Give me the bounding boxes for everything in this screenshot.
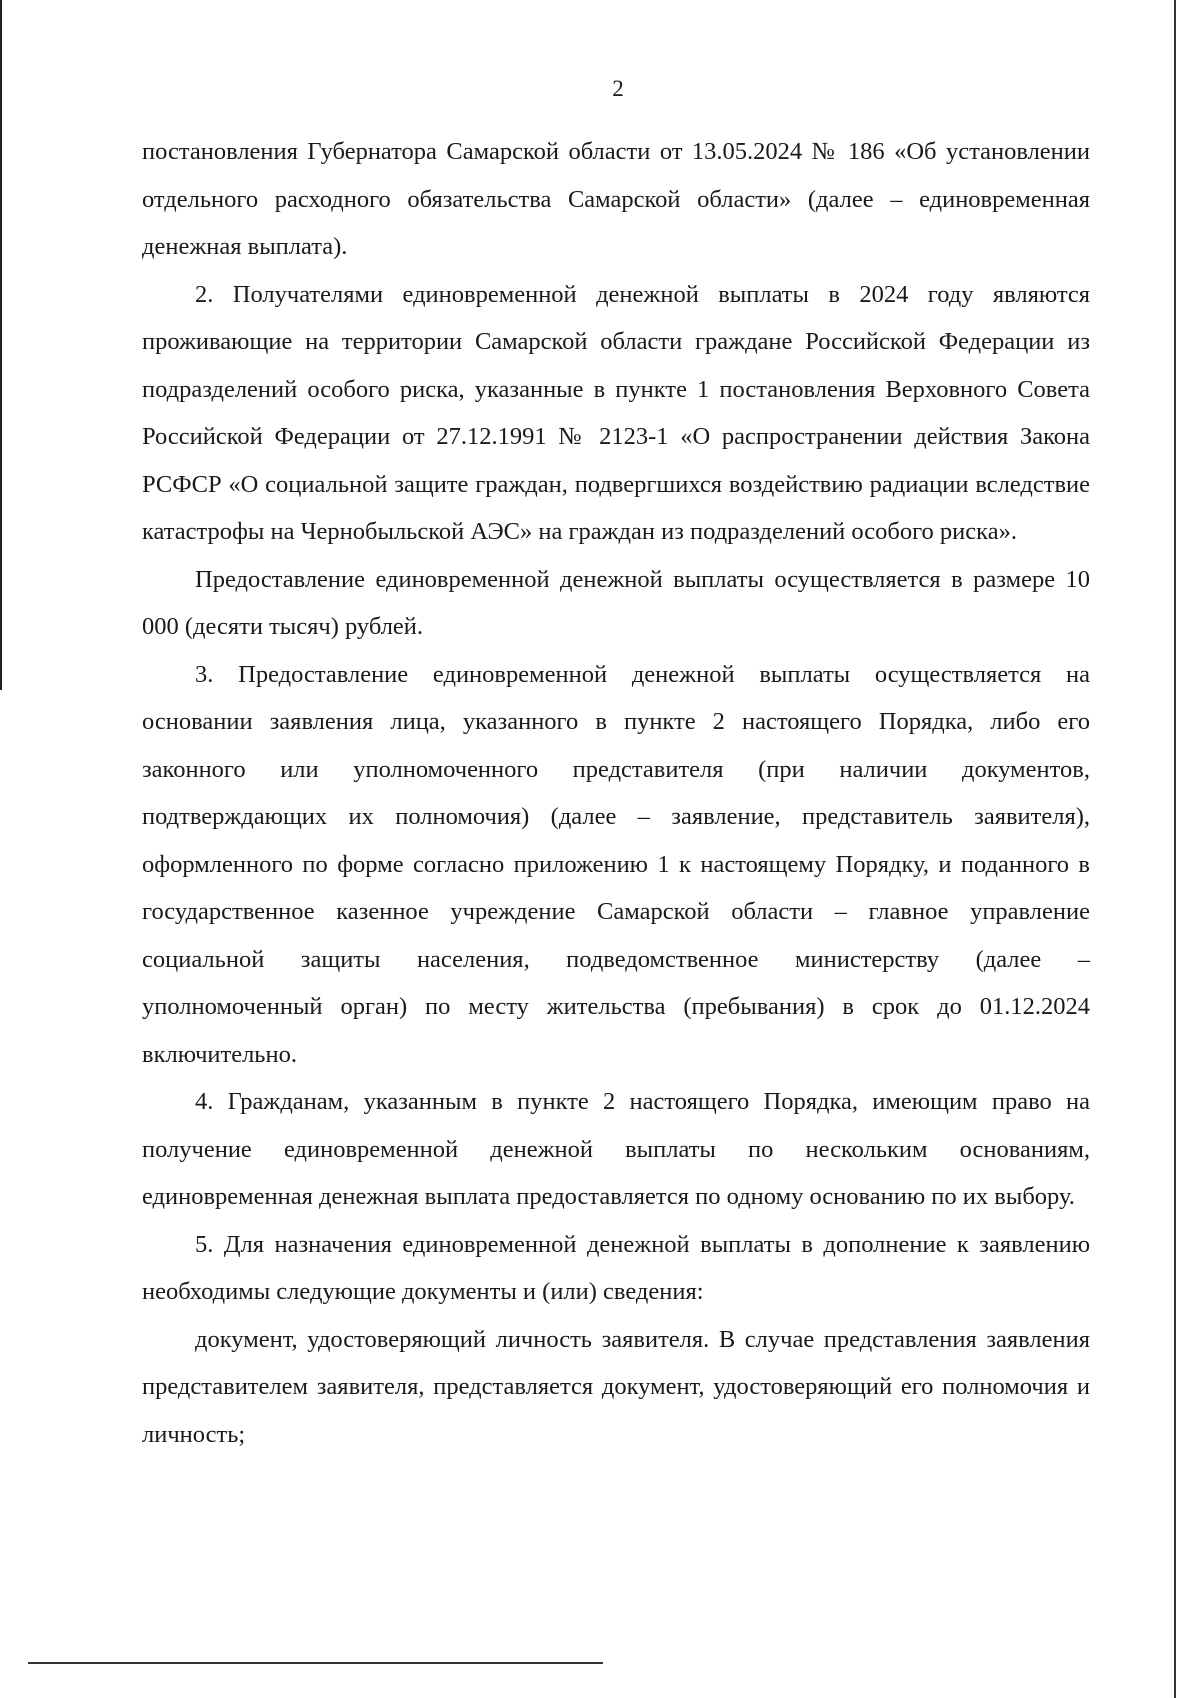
paragraph-identity-document: документ, удостоверяющий личность заявителя. В случае представления заявления представителем заявителя, представляется документ, удостоверяющий его полномочия и личность; [142, 1325, 1090, 1448]
paragraph-payment-amount: Предоставление единовременной денежной выплаты осуществляется в размере 10 000 (десяти тысяч) рублей. [142, 565, 1090, 640]
page-number: 2 [612, 76, 624, 101]
paragraph-item-4: 4. Гражданам, указанным в пункте 2 настоящего Порядка, имеющим право на получение единовременной денежной выплаты по нескольким основаниям, единовременная денежная выплата предоставляется по одному основанию по их выбору. [142, 1088, 1090, 1210]
scan-edge-bottom [28, 1662, 603, 1664]
scan-edge-right [1174, 0, 1176, 1698]
document-body [142, 128, 1090, 1458]
paragraph-item-3: 3. Предоставление единовременной денежной выплаты осуществляется на основании заявления лица, указанного в пункте 2 настоящего Порядка, либо его законного или уполномоченного представителя (при наличии документов, подтверждающих их полномочия) (далее – заявление, представитель заявителя), оформленного по форме согласно приложению 1 к настоящему Порядку, и поданного в государственное казенное учреждение Самарской области – главное управление социальной защиты населения, подведомственное министерству (далее – уполномоченный орган) по месту жительства (пребывания) в срок до 01.12.2024 включительно. [142, 660, 1090, 1068]
paragraph-item-5: 5. Для назначения единовременной денежной выплаты в дополнение к заявлению необходимы следующие документы и (или) сведения: [142, 1230, 1090, 1305]
paragraph-item-2: 2. Получателями единовременной денежной выплаты в 2024 году являются проживающие на территории Самарской области граждане Российской Федерации из подразделений особого риска, указанные в пункте 1 постановления Верховного Совета Российской Федерации от 27.12.1991 № 2123-1 «О распространении действия Закона РСФСР «О социальной защите граждан, подвергшихся воздействию радиации вследствие катастрофы на Чернобыльской АЭС» на граждан из подразделений особого риска». [142, 280, 1090, 545]
scan-edge-left [0, 0, 2, 690]
paragraph-continuation: постановления Губернатора Самарской области от 13.05.2024 № 186 «Об установлении отдельного расходного обязательства Самарской области» (далее – единовременная денежная выплата). [142, 138, 1090, 260]
